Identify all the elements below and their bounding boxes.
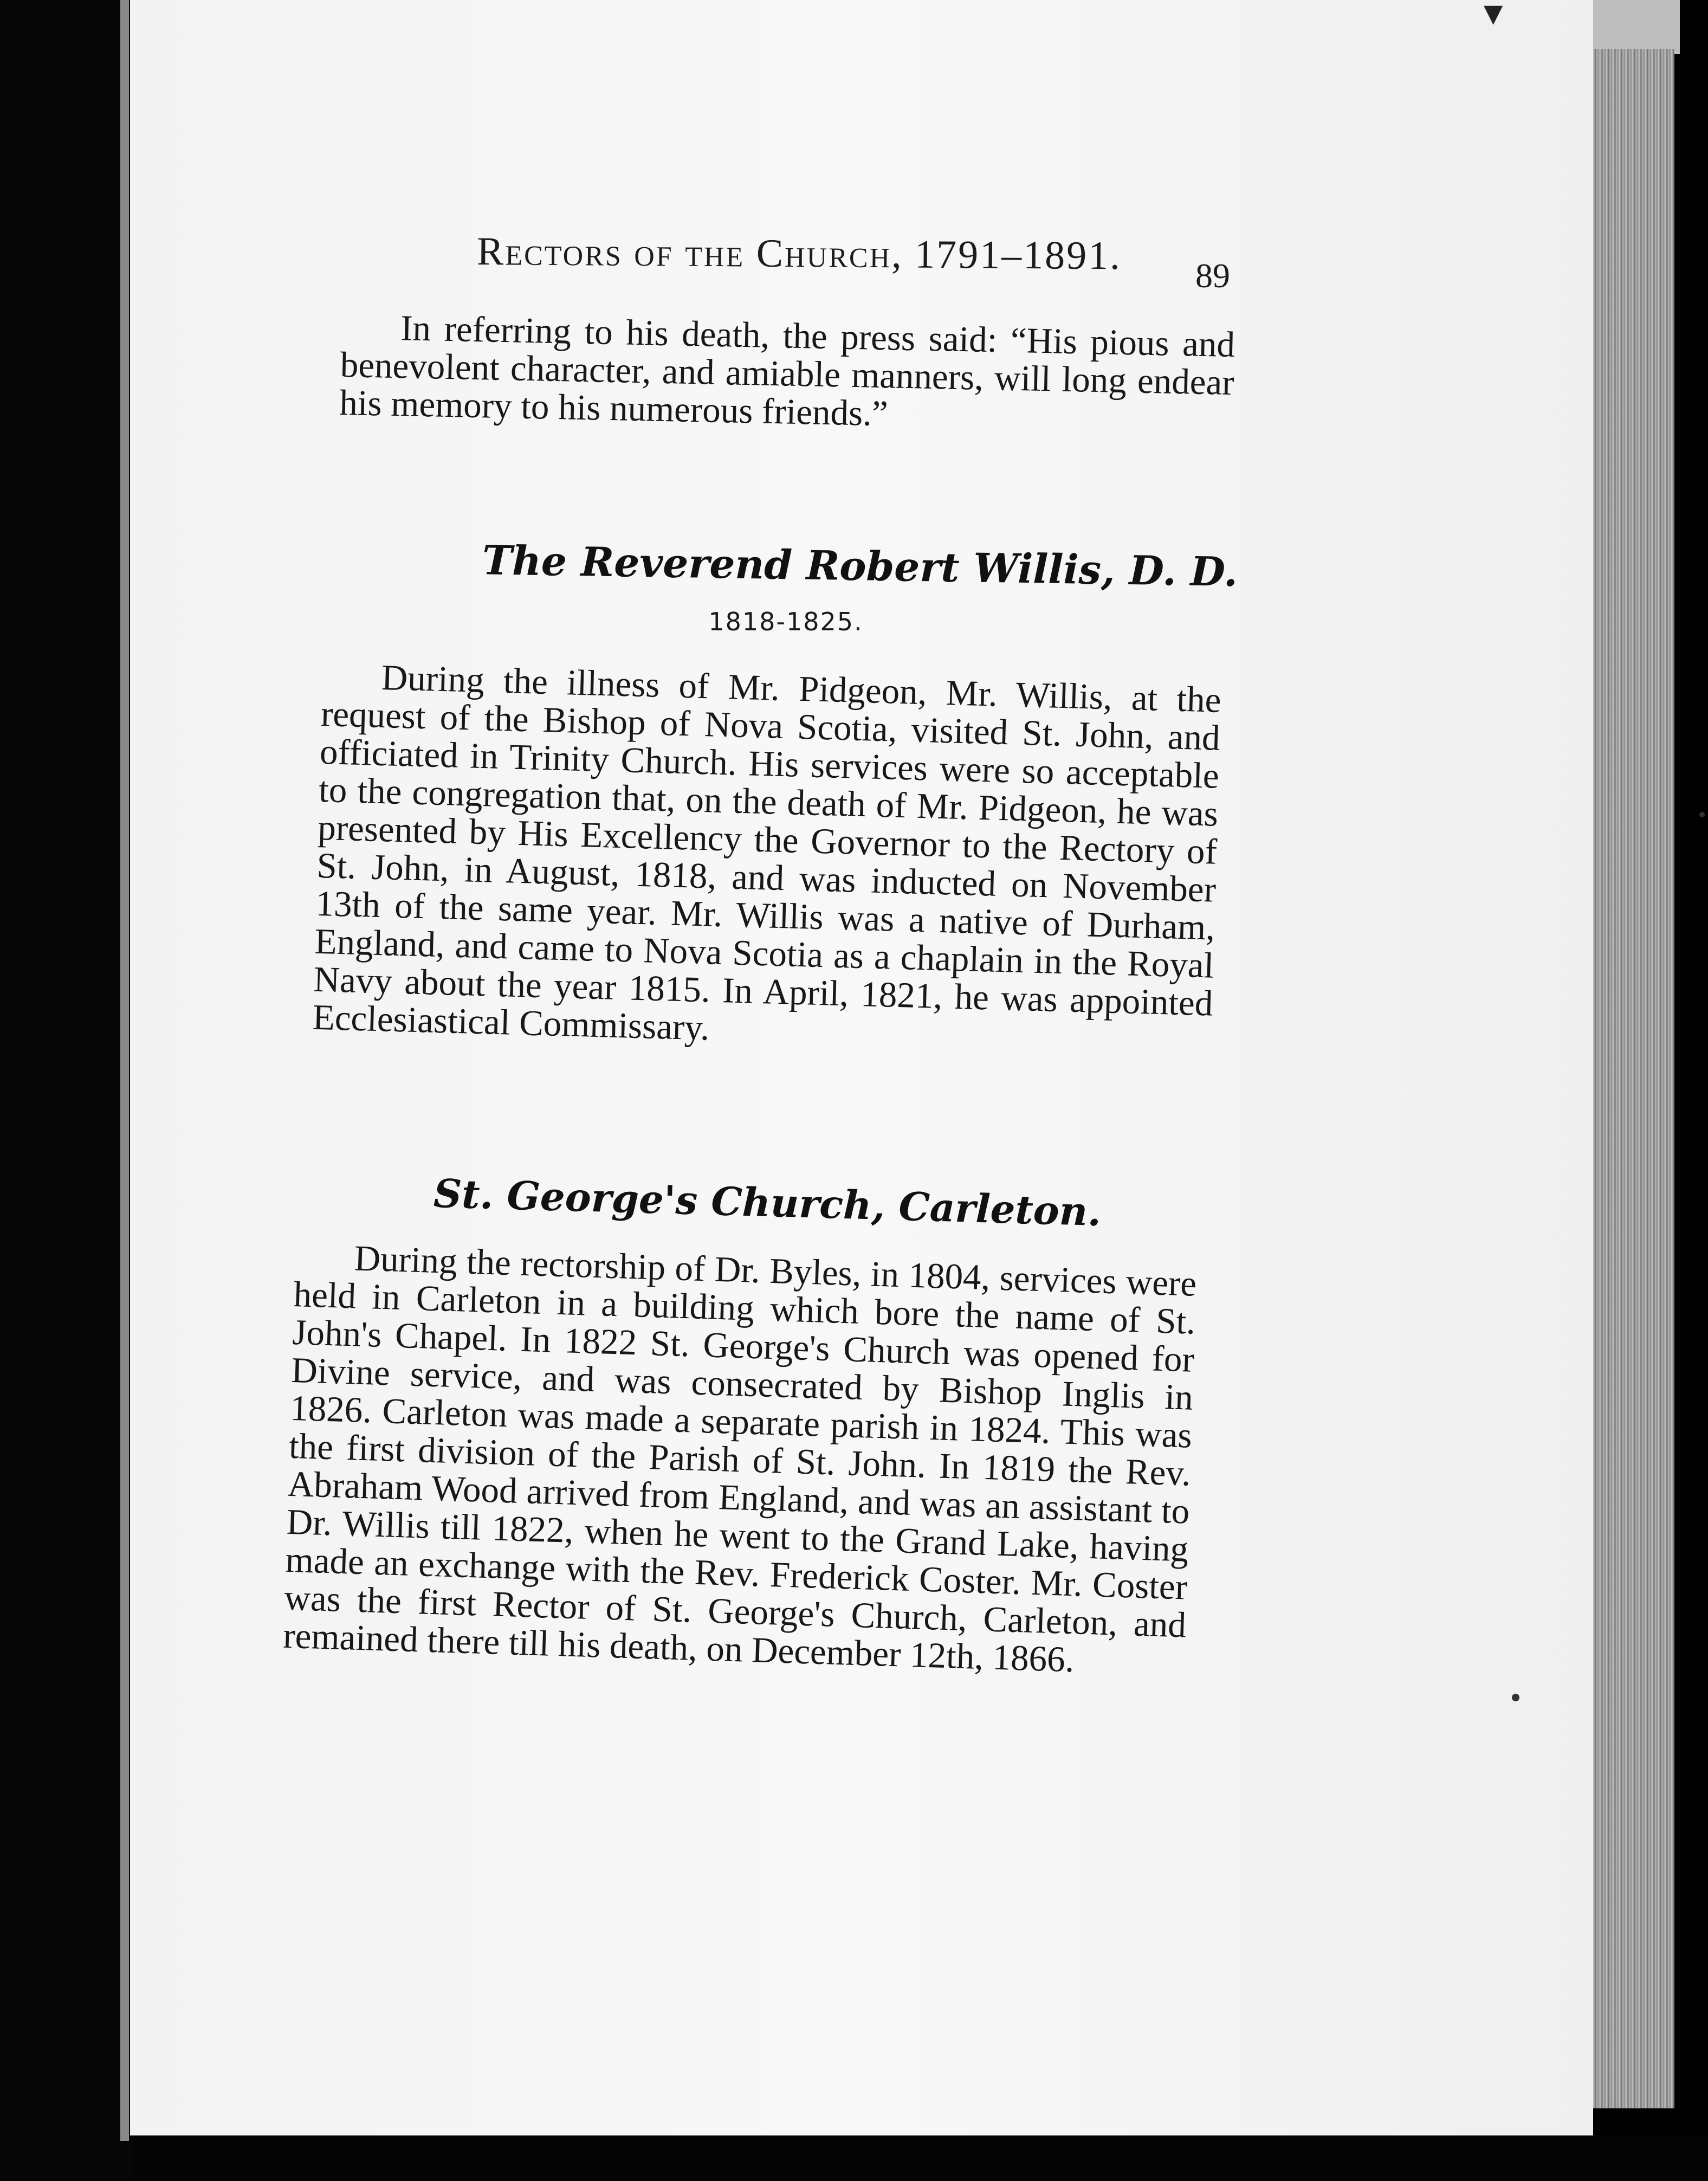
binding-rule: [120, 0, 129, 2141]
dust-speck: [1512, 1694, 1519, 1701]
willis-text: During the illness of Mr. Pidgeon, Mr. Willis, at the request of the Bishop of Nova Scotia, visited St. John, and officiated in Trinity Church. His services were so acceptable to the congregation that, on the death of Mr. Pidgeon, he was presented by His Excellency the Governor to the Rectory of St. John, in August, 1818, and was inducted on November 13th of the same year. Mr. Willis was a native of Durham, England, and came to Nova Scotia as a chaplain in the Royal Navy about the year 1815. In April, 1821, he was appointed Ecclesiastical Commissary.: [312, 657, 1222, 1048]
book-page-edges: [1582, 49, 1674, 2108]
willis-paragraph: [312, 657, 1221, 1061]
section-heading-st-georges: St. George's Church, Carleton.: [433, 1170, 1102, 1235]
scan-bottom-margin: [130, 2135, 1708, 2181]
section-heading-willis: The Reverend Robert Willis, D. D.: [482, 537, 1238, 596]
running-head: Rectors of the Church, 1791–1891.: [476, 229, 1122, 279]
st-georges-text: During the rectorship of Dr. Byles, in 1804, services were held in Carleton in a building which bore the name of St. John's Chapel. In 1822 St. George's Church was opened for Divine service, and was consecrated by Bishop Inglis in 1826. Carleton was made a separate parish in 1824. This was the first division of the Parish of St. John. In 1819 the Rev. Abraham Wood arrived from England, and was an assistant to Dr. Willis till 1822, when he went to the Grand Lake, having made an exchange with the Rev. Frederick Coster. Mr. Coster was the first Rector of St. George's Church, Carleton, and remained there till his death, on December 12th, 1866.: [282, 1238, 1198, 1680]
intro-paragraph: [339, 308, 1235, 440]
page-number: 89: [1195, 256, 1230, 295]
corner-arrow-icon: ▼: [1477, 0, 1510, 31]
scan-left-margin: [0, 0, 130, 2181]
dust-speck: [1699, 812, 1705, 817]
willis-dates: 1818-1825.: [708, 607, 863, 636]
st-georges-paragraph: [282, 1237, 1197, 1682]
intro-text: In referring to his death, the press said: “His pious and benevolent character, and amiable manners, will long endear his memory to his numerous friends.”: [339, 308, 1235, 434]
